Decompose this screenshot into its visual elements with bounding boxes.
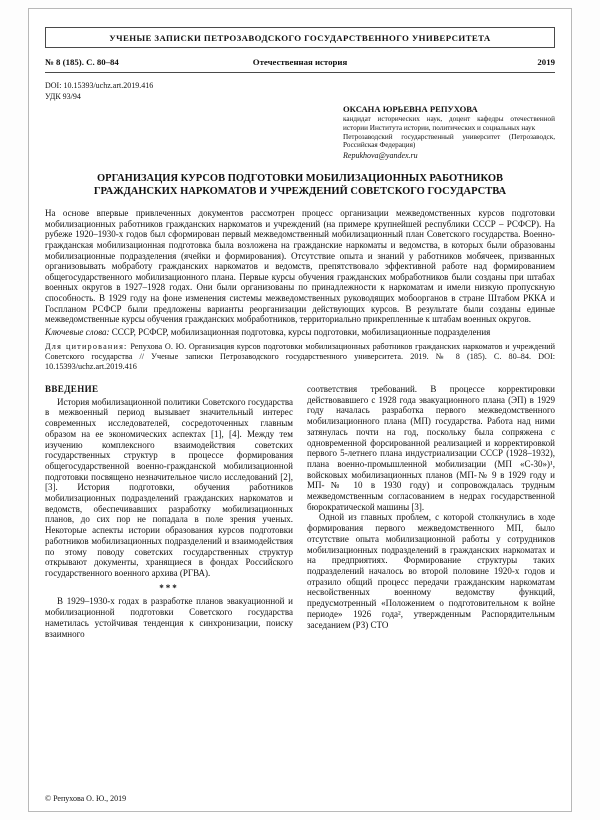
issue-pages: № 8 (185). С. 80–84 [45,57,119,67]
abstract-text: На основе впервые привлеченных документов рассмотрен процесс организации межведомственных курсов подготовки мобилизационных работников гражданских наркоматов и учреждений (на примере крупнейшей республики СССР – РСФСР). На рубеже 1920–1930-х годов был сформирован первый межведомственный мобилизационный план Советского государства. Военно-гражданская мобилизационная подготовка была возложена на гражданские наркоматы и ведомства, в которых были образованы мобилизационные подразделения (ячейки и формирования). Отсутствие опыта и знаний у работников мобячеек, призванных организовывать мобработу гражданских наркоматов и ведомств, препятствовало эффективной работе над формированием общегосударственного мобилизационного плана. Первые курсы обучения гражданских мобработников были созданы при штабах военных округов в 1927–1928 годах. Они были организованы по принадлежности к наркоматам и имели низкую пропускную способность. В 1929 году на фоне изменения системы межведомственных руководящих мобоорганов в стране Штабом РККА и Госпланом РСФСР были предложены варианты реорганизации действующих курсов. В результате были созданы единые межведомственные курсы обучения гражданских мобработников, территориально прикрепленные к штабам военных округов. [45,208,555,325]
issue-year: 2019 [537,57,555,67]
article-title: ОРГАНИЗАЦИЯ КУРСОВ ПОДГОТОВКИ МОБИЛИЗАЦИОННЫХ РАБОТНИКОВ ГРАЖДАНСКИХ НАРКОМАТОВ И УЧРЕЖДЕНИЙ СОВЕТСКОГО ГОСУДАРСТВА [93,173,507,197]
journal-title: УЧЕНЫЕ ЗАПИСКИ ПЕТРОЗАВОДСКОГО ГОСУДАРСТВЕННОГО УНИВЕРСИТЕТА [109,33,491,43]
section-separator: *** [159,582,179,593]
citation-line [45,342,555,372]
udk: УДК 93/94 [45,92,81,101]
section-title: Отечественная история [252,57,348,67]
body-paragraph: соответствия требований. В процессе корректировки действовавшего с 1928 года эвакуационного плана (ЭП) в 1929 году началась разработка первого межведомственного мобилизационного плана (МП) государства. Работа над ними затянулась почти на год, поскольку была сопряжена с одновременной форсированной реализацией и корректировкой первого 5-летнего плана индустриализации СССР (1928–1932), плана военно-промышленной мобилизации (МП «С-30»)¹, войсковых мобилизационных планов (МП-№ 9 в 1929 году и МП-№ 10 в 1930 году) и сопровождалась трудным межведомственным согласованием в недрах государственной бюрократической машины [3]. [307,384,555,512]
column-left [45,384,293,639]
issue-row [45,57,555,73]
article-meta [45,80,555,102]
keywords-label: Ключевые слова: [45,326,110,337]
body-paragraph: Одной из главных проблем, с которой столкнулись в ходе формирования первого межведомственного МП, было отсутствие опыта мобилизационной работы у сотрудников мобилизационных подразделений в гражданских наркоматах и на предприятиях. Формирование структуры таких подразделений началось во второй половине 1920-х годов и отразило общий процесс передачи гражданским наркоматам несвойственных военному ведомству функций, предусмотренный «Положением о подготовительном к войне периоде» 1926 года², утвержденным Распорядительным заседанием (РЗ) СТО [307,512,555,630]
author-name: ОКСАНА ЮРЬЕВНА РЕПУХОВА [343,104,478,114]
body-columns [45,384,555,639]
author-university: Петрозаводский государственный университет (Петрозаводск, Российская Федерация) [343,132,555,150]
intro-heading: ВВЕДЕНИЕ [45,384,99,395]
author-affiliation: кандидат исторических наук, доцент кафедры отечественной истории Института истории, политических и социальных наук [343,115,555,132]
author-block [343,104,555,160]
body-paragraph: История мобилизационной политики Советского государства в межвоенный период вызывает значительный интерес современных исследователей, сосредоточенных главным образом на ее экономических аспектах [1], [4]. Между тем изучению комплексного взаимодействия советских государственных структур в процессе формирования общегосударственной военно-гражданской мобилизационной подготовки посвящено незначительное число исследований [2], [3]. История подготовки, обучения работников мобилизационных подразделений гражданских наркоматов и ведомств, обеспечивавших разработку мобилизационных планов, до сих пор не попадала в поле зрения ученых. Некоторые аспекты истории образования курсов подготовки работников мобилизационных подразделений и взаимодействия по этому поводу советских государственных структур открывают документы, хранящиеся в фондах Российского государственного военного архива (РГВА). [45,396,293,578]
journal-page [28,8,572,812]
journal-header [45,27,555,48]
copyright-note: © Репухова О. Ю., 2019 [45,794,127,803]
author-email: Repukhova@yandex.ru [343,151,418,161]
keywords-line [45,327,555,338]
body-paragraph: В 1929–1930-х годах в разработке планов эвакуационной и мобилизационной подготовки Советского государства наметилась устойчивая тенденция к синхронизации, поиску взаимного [45,596,293,639]
citation-text: Репухова О. Ю. Организация курсов подготовки мобилизационных работников гражданских наркоматов и учреждений Советского государства // Ученые записки Петрозаводского государственного университета. 2019. № 8 (185). С. 80–84. DOI: 10.15393/uchz.art.2019.416 [45,342,555,372]
column-right [307,384,555,639]
doi: DOI: 10.15393/uchz.art.2019.416 [45,81,154,90]
citation-label: Для цитирования: [45,342,128,352]
keywords-text: СССР, РСФСР, мобилизационная подготовка, курсы подготовки, мобилизационные подразделения [111,326,491,337]
